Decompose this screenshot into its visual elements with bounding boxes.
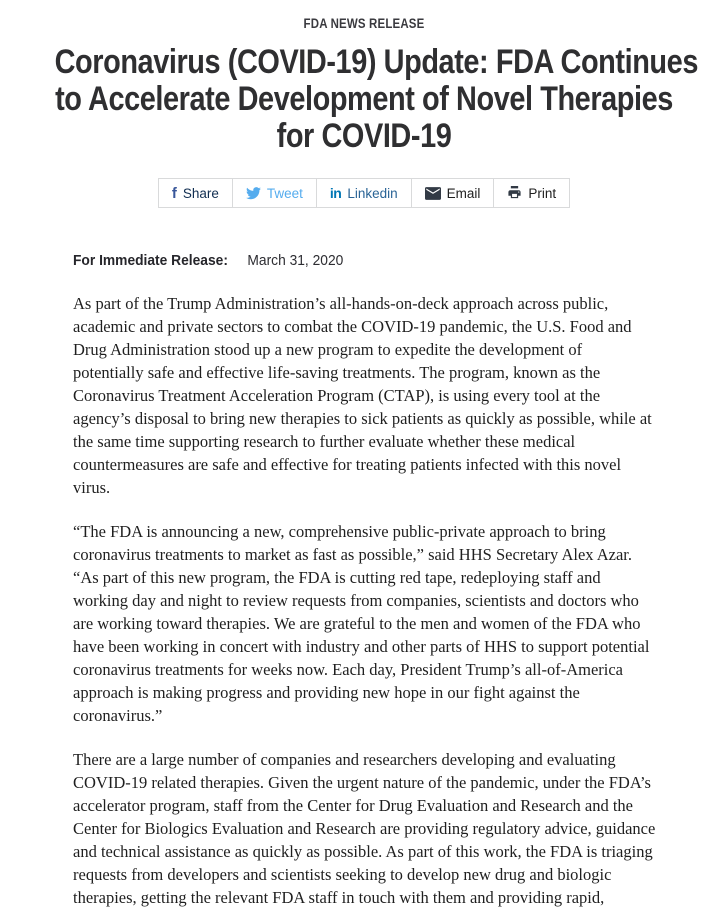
facebook-icon: f	[171, 184, 177, 202]
release-label: For Immediate Release:	[73, 252, 228, 269]
news-release-eyebrow: FDA NEWS RELEASE	[303, 16, 425, 31]
twitter-bird-icon	[246, 187, 261, 200]
facebook-share-button[interactable]	[159, 179, 233, 207]
article-paragraph: As part of the Trump Administration’s all-hands-on-deck approach across public, academic and private sectors to combat the COVID-19 pandemic, the U.S. Food and Drug Administration stood up a new program to expedite the development of potentially safe and effective life-saving treatments. The program, known as the Coronavirus Treatment Acceleration Program (CTAP), is using every tool at the agency’s disposal to bring new therapies to sick patients as quickly as possible, while at the same time supporting research to further evaluate whether these medical countermeasures are safe and effective for treating patients infected with this novel virus.	[73, 294, 652, 497]
linkedin-share-button[interactable]	[317, 179, 412, 207]
page-title-line: for COVID-19	[276, 117, 452, 155]
email-label: Email	[446, 185, 481, 201]
email-icon	[425, 187, 441, 200]
print-label: Print	[528, 185, 557, 201]
page-title	[54, 43, 698, 155]
linkedin-icon: in	[329, 185, 342, 201]
article-paragraph: There are a large number of companies and researchers developing and evaluating COVID-19 related therapies. Given the urgent nature of the pandemic, under the FDA’s accelerator program, staff from the Center for Drug Evaluation and Research and the Center for Biologics Evaluation and Research are providing regulatory advice, guidance and technical assistance as quickly as possible. As part of this work, the FDA is triaging requests from developers and scientists seeking to develop new drug and biologic therapies, getting the relevant FDA staff in touch with them and providing rapid,	[73, 750, 656, 907]
print-button[interactable]	[494, 179, 569, 207]
release-info-row	[73, 252, 676, 269]
email-button[interactable]	[412, 179, 495, 207]
print-icon	[507, 186, 522, 200]
article-paragraph: “The FDA is announcing a new, comprehensive public-private approach to bring coronavirus treatments to market as fast as possible,” said HHS Secretary Alex Azar. “As part of this new program, the FDA is cutting red tape, redeploying staff and working day and night to review requests from companies, scientists and doctors who are working toward therapies. We are grateful to the men and women of the FDA who have been working in concert with industry and other parts of HHS to support potential coronavirus treatments for weeks now. Each day, President Trump’s all-of-America approach is making progress and providing new hope in our fight against the coronavirus.”	[73, 522, 650, 725]
tweet-label: Tweet	[266, 185, 303, 201]
share-bar	[0, 178, 728, 208]
page-title-line: to Accelerate Development of Novel Therapies	[55, 80, 673, 118]
release-date: March 31, 2020	[247, 252, 344, 269]
article-body	[73, 292, 656, 909]
linkedin-share-label: Linkedin	[347, 185, 398, 201]
facebook-share-label: Share	[182, 185, 219, 201]
page-title-line: Coronavirus (COVID-19) Update: FDA Continues	[54, 43, 698, 81]
tweet-button[interactable]	[233, 179, 317, 207]
